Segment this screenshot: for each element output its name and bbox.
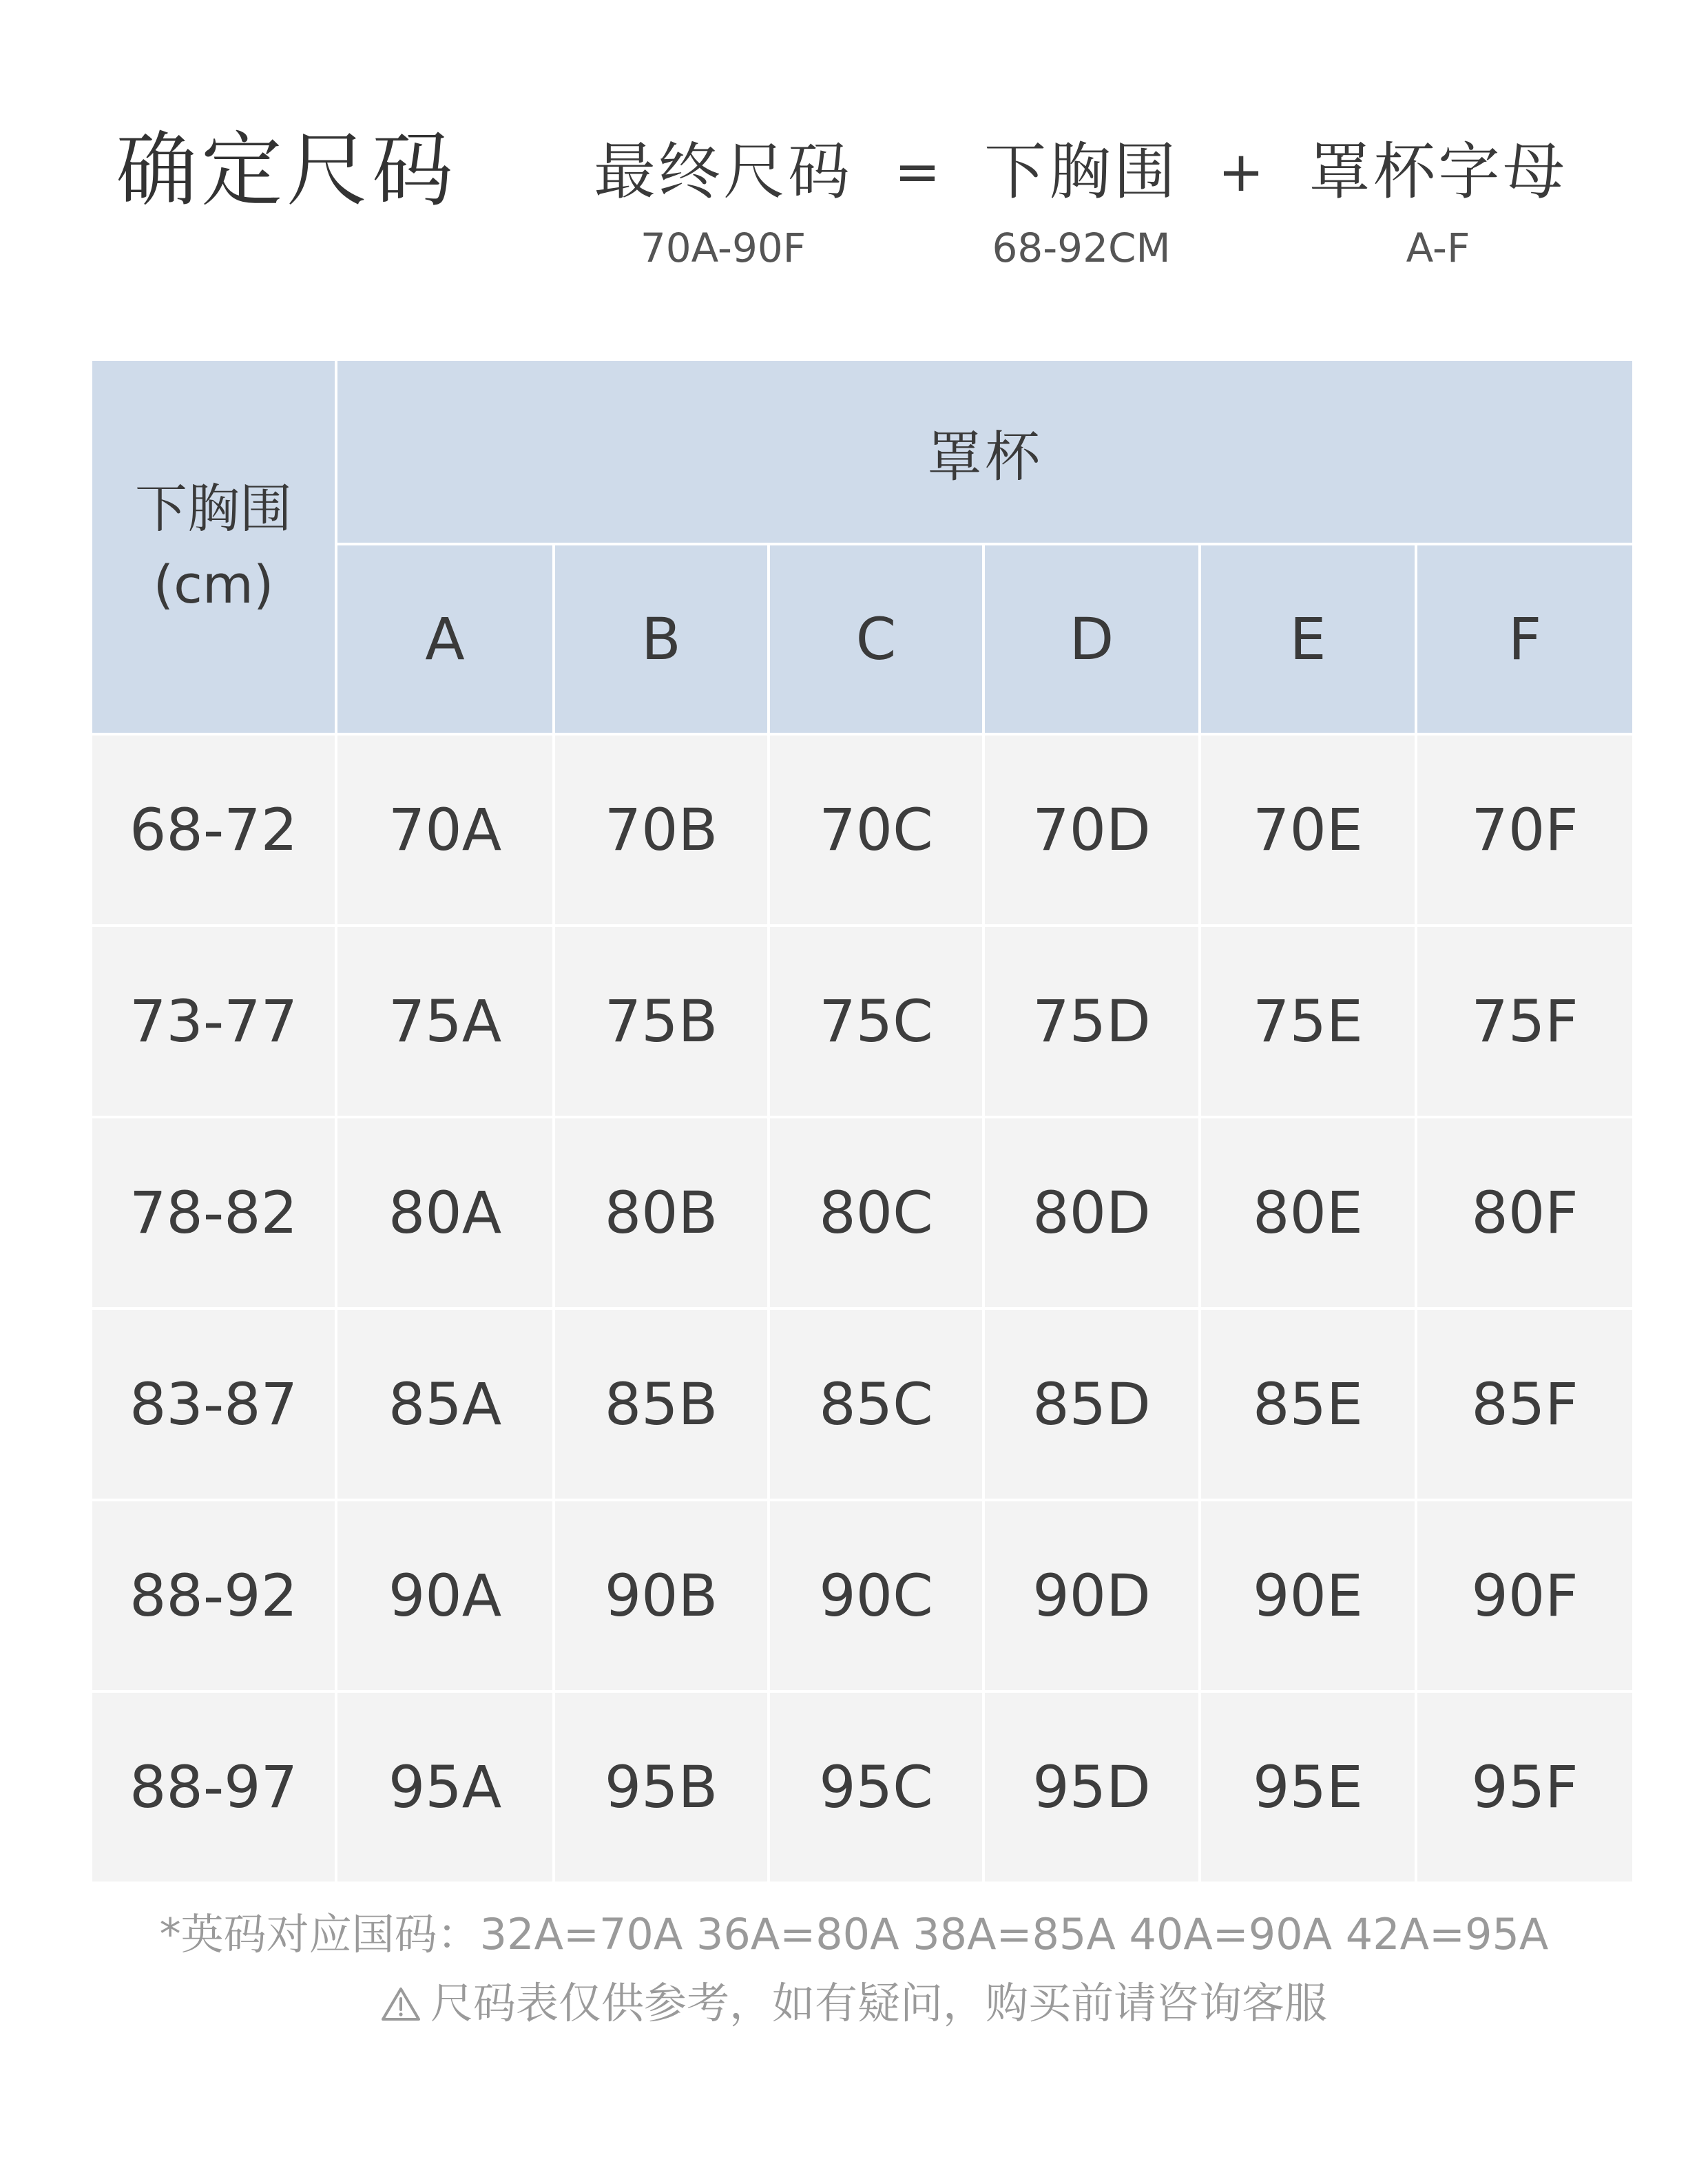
size-cell: 95F <box>1417 1693 1632 1881</box>
size-cell: 90B <box>555 1501 767 1690</box>
size-conversion-note: *英码对应国码：32A=70A 36A=80A 38A=85A 40A=90A 42A=95A <box>159 1909 1549 1959</box>
row-underbust-range: 83-87 <box>92 1310 335 1499</box>
size-cell: 90E <box>1201 1501 1415 1690</box>
cup-header-a: A <box>337 545 552 733</box>
size-cell: 85E <box>1201 1310 1415 1499</box>
cup-group-header: 罩杯 <box>337 361 1632 543</box>
size-cell: 95B <box>555 1693 767 1881</box>
size-cell: 85D <box>985 1310 1198 1499</box>
size-cell: 70F <box>1417 736 1632 924</box>
cup-header-d: D <box>985 545 1198 733</box>
size-cell: 70B <box>555 736 767 924</box>
size-cell: 80B <box>555 1118 767 1307</box>
row-underbust-range: 78-82 <box>92 1118 335 1307</box>
formula-cup-letter-label: 罩杯字母 <box>1309 136 1568 208</box>
size-cell: 90C <box>770 1501 982 1690</box>
size-cell: 80F <box>1417 1118 1632 1307</box>
size-cell: 95E <box>1201 1693 1415 1881</box>
formula-underbust <box>978 131 1185 275</box>
size-cell: 85A <box>337 1310 552 1499</box>
size-cell: 75B <box>555 927 767 1116</box>
size-cell: 85C <box>770 1310 982 1499</box>
size-cell: 90F <box>1417 1501 1632 1690</box>
size-cell: 70E <box>1201 736 1415 924</box>
size-cell: 90A <box>337 1501 552 1690</box>
row-underbust-range: 68-72 <box>92 736 335 924</box>
underbust-header-label: 下胸围 <box>135 478 292 539</box>
size-cell: 90D <box>985 1501 1198 1690</box>
formula-equals-sign: = <box>894 140 941 204</box>
size-cell: 70C <box>770 736 982 924</box>
warning-triangle-icon <box>381 1972 421 2034</box>
size-cell: 75C <box>770 927 982 1116</box>
disclaimer-line <box>0 1972 1708 2034</box>
formula-cup-letter-range: A-F <box>1406 225 1470 271</box>
disclaimer-text: 尺码表仅供参考，如有疑问，购买前请咨询客服 <box>430 1978 1327 2028</box>
size-cell: 95A <box>337 1693 552 1881</box>
cup-header-c: C <box>770 545 982 733</box>
size-chart-table <box>92 361 1616 1862</box>
row-underbust-range: 73-77 <box>92 927 335 1116</box>
size-cell: 80E <box>1201 1118 1415 1307</box>
size-cell: 70D <box>985 736 1198 924</box>
underbust-header-unit: (cm) <box>153 554 274 615</box>
size-cell: 80D <box>985 1118 1198 1307</box>
row-underbust-range: 88-92 <box>92 1501 335 1690</box>
page-title: 确定尺码 <box>116 123 458 218</box>
cup-header-f: F <box>1417 545 1632 733</box>
formula-plus-sign: + <box>1218 140 1264 204</box>
size-formula <box>0 131 1708 296</box>
formula-final-size <box>592 131 854 275</box>
formula-final-size-range: 70A-90F <box>640 225 806 271</box>
cup-header-e: E <box>1201 545 1415 733</box>
formula-cup-letter <box>1300 131 1576 275</box>
size-cell: 70A <box>337 736 552 924</box>
size-cell: 75F <box>1417 927 1632 1116</box>
size-cell: 85B <box>555 1310 767 1499</box>
size-cell: 75E <box>1201 927 1415 1116</box>
row-underbust-range: 88-97 <box>92 1693 335 1881</box>
size-cell: 80C <box>770 1118 982 1307</box>
formula-underbust-label: 下胸围 <box>984 136 1178 208</box>
size-cell: 75A <box>337 927 552 1116</box>
formula-underbust-range: 68-92CM <box>992 225 1171 271</box>
size-cell: 95C <box>770 1693 982 1881</box>
size-cell: 85F <box>1417 1310 1632 1499</box>
size-cell: 80A <box>337 1118 552 1307</box>
formula-final-size-label: 最终尺码 <box>594 136 853 208</box>
size-cell: 75D <box>985 927 1198 1116</box>
size-cell: 95D <box>985 1693 1198 1881</box>
underbust-column-header <box>92 361 335 733</box>
cup-header-b: B <box>555 545 767 733</box>
